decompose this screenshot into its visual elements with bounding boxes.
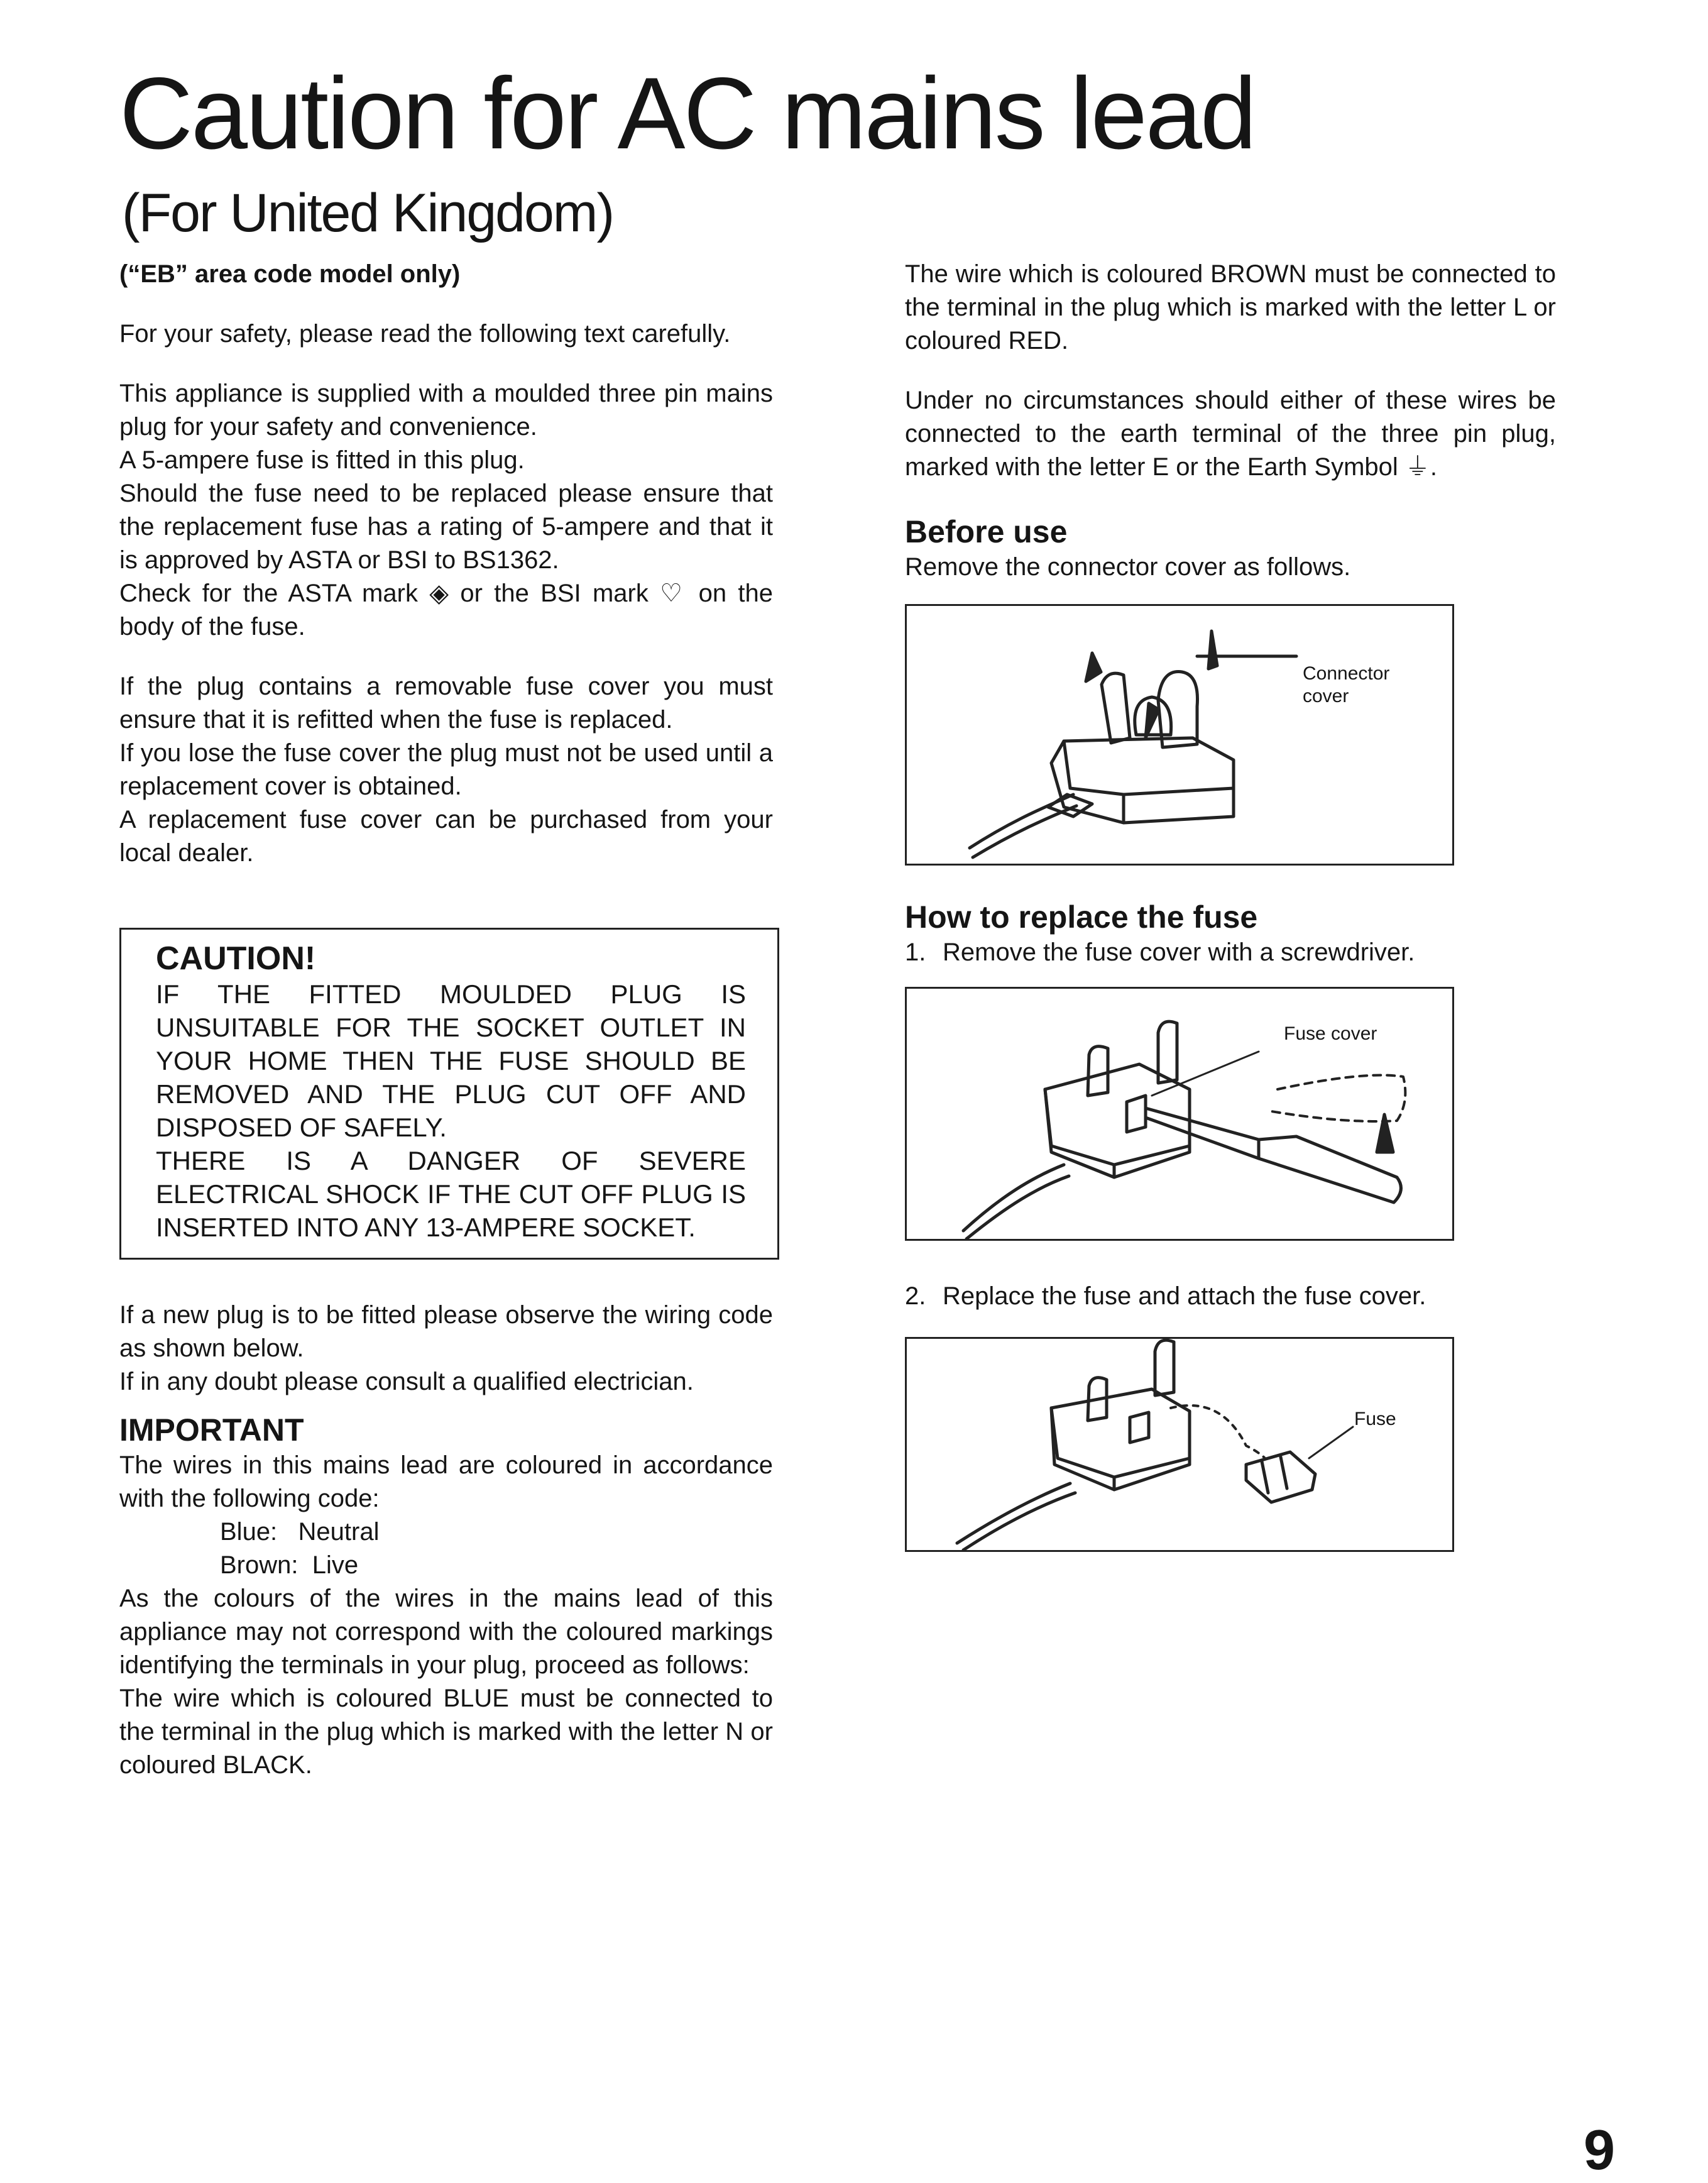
blue-wire-text: The wire which is coloured BLUE must be connected to the terminal in the plug which is marked with the letter N or coloured BLACK. — [119, 1685, 773, 1779]
step-2-text: Replace the fuse and attach the fuse cover. — [943, 1282, 1426, 1310]
cover-lost-text: If you lose the fuse cover the plug must not be used until a replacement cover is obtained. — [119, 739, 773, 800]
new-plug-text: If a new plug is to be fitted please observe the wiring code as shown below. — [119, 1301, 773, 1362]
fuse-cover-figure — [905, 987, 1454, 1241]
plug-illustration — [907, 606, 1452, 864]
important-heading: IMPORTANT — [119, 1412, 304, 1448]
cover-purchase-text: A replacement fuse cover can be purchased from your local dealer. — [119, 806, 773, 867]
plug-fuse-illustration — [907, 1339, 1452, 1550]
fuse-cover-label: Fuse cover — [1284, 1023, 1377, 1044]
doubt-text: If in any doubt please consult a qualified electrician. — [119, 1368, 694, 1395]
step-1-number: 1. — [905, 938, 926, 966]
caution-heading: CAUTION! — [156, 940, 316, 977]
fuse-label: Fuse — [1354, 1409, 1396, 1429]
caution-text-2: THERE IS A DANGER OF SEVERE ELECTRICAL SHOCK IF THE CUT OFF PLUG IS INSERTED INTO ANY 13-AMPERE SOCKET. — [156, 1146, 746, 1242]
connector-cover-label: Connector cover — [1303, 663, 1390, 707]
check-mark-text: Check for the ASTA mark ◈ or the BSI mark ♡ on the body of the fuse. — [119, 580, 773, 641]
page-title: Caution for AC mains lead — [119, 57, 1255, 170]
caution-text-1: IF THE FITTED MOULDED PLUG IS UNSUITABLE FOR THE SOCKET OUTLET IN YOUR HOME THEN THE FUSE SHOULD BE REMOVED AND THE PLUG CUT OFF AND DISPOSED OF SAFELY. — [156, 979, 746, 1142]
code-blue: Blue: Neutral — [220, 1518, 380, 1546]
left-column — [119, 258, 773, 1782]
replace-fuse-heading: How to replace the fuse — [905, 899, 1258, 935]
brown-wire-text: The wire which is coloured BROWN must be connected to the terminal in the plug which is marked with the letter L or coloured RED. — [905, 260, 1556, 355]
step-1-text: Remove the fuse cover with a screwdriver. — [943, 938, 1415, 966]
connector-cover-figure — [905, 604, 1454, 866]
right-column — [905, 258, 1556, 1552]
safety-intro: For your safety, please read the following text carefully. — [119, 320, 731, 348]
step-2 — [905, 1280, 1556, 1313]
supplied-text: This appliance is supplied with a moulded three pin mains plug for your safety and convenience. — [119, 380, 773, 441]
fuse-fitted-text: A 5-ampere fuse is fitted in this plug. — [119, 446, 525, 474]
colours-note-text: As the colours of the wires in the mains lead of this appliance may not correspond with the coloured markings identifying the terminals in your plug, proceed as follows: — [119, 1585, 773, 1679]
page-number: 9 — [1584, 2119, 1616, 2182]
caution-box — [119, 928, 779, 1260]
step-2-number: 2. — [905, 1282, 926, 1310]
before-use-heading: Before use — [905, 514, 1068, 549]
earth-note-text: Under no circumstances should either of these wires be connected to the earth terminal of the three pin plug, marked with the letter E or the Earth Symbol ⏚. — [905, 387, 1556, 481]
area-code-note: (“EB” area code model only) — [119, 260, 461, 288]
cover-refit-text: If the plug contains a removable fuse cover you must ensure that it is refitted when the fuse is replaced. — [119, 673, 773, 734]
step-1 — [905, 936, 1556, 969]
before-use-text: Remove the connector cover as follows. — [905, 553, 1351, 581]
code-brown: Brown: Live — [220, 1551, 359, 1579]
fuse-replace-text: Should the fuse need to be replaced please ensure that the replacement fuse has a rating of 5-ampere and that it is approved by ASTA or BSI to BS1362. — [119, 480, 773, 574]
page-subtitle: (For United Kingdom) — [122, 183, 614, 243]
wires-code-text: The wires in this mains lead are coloured in accordance with the following code: — [119, 1451, 773, 1512]
fuse-figure — [905, 1337, 1454, 1552]
